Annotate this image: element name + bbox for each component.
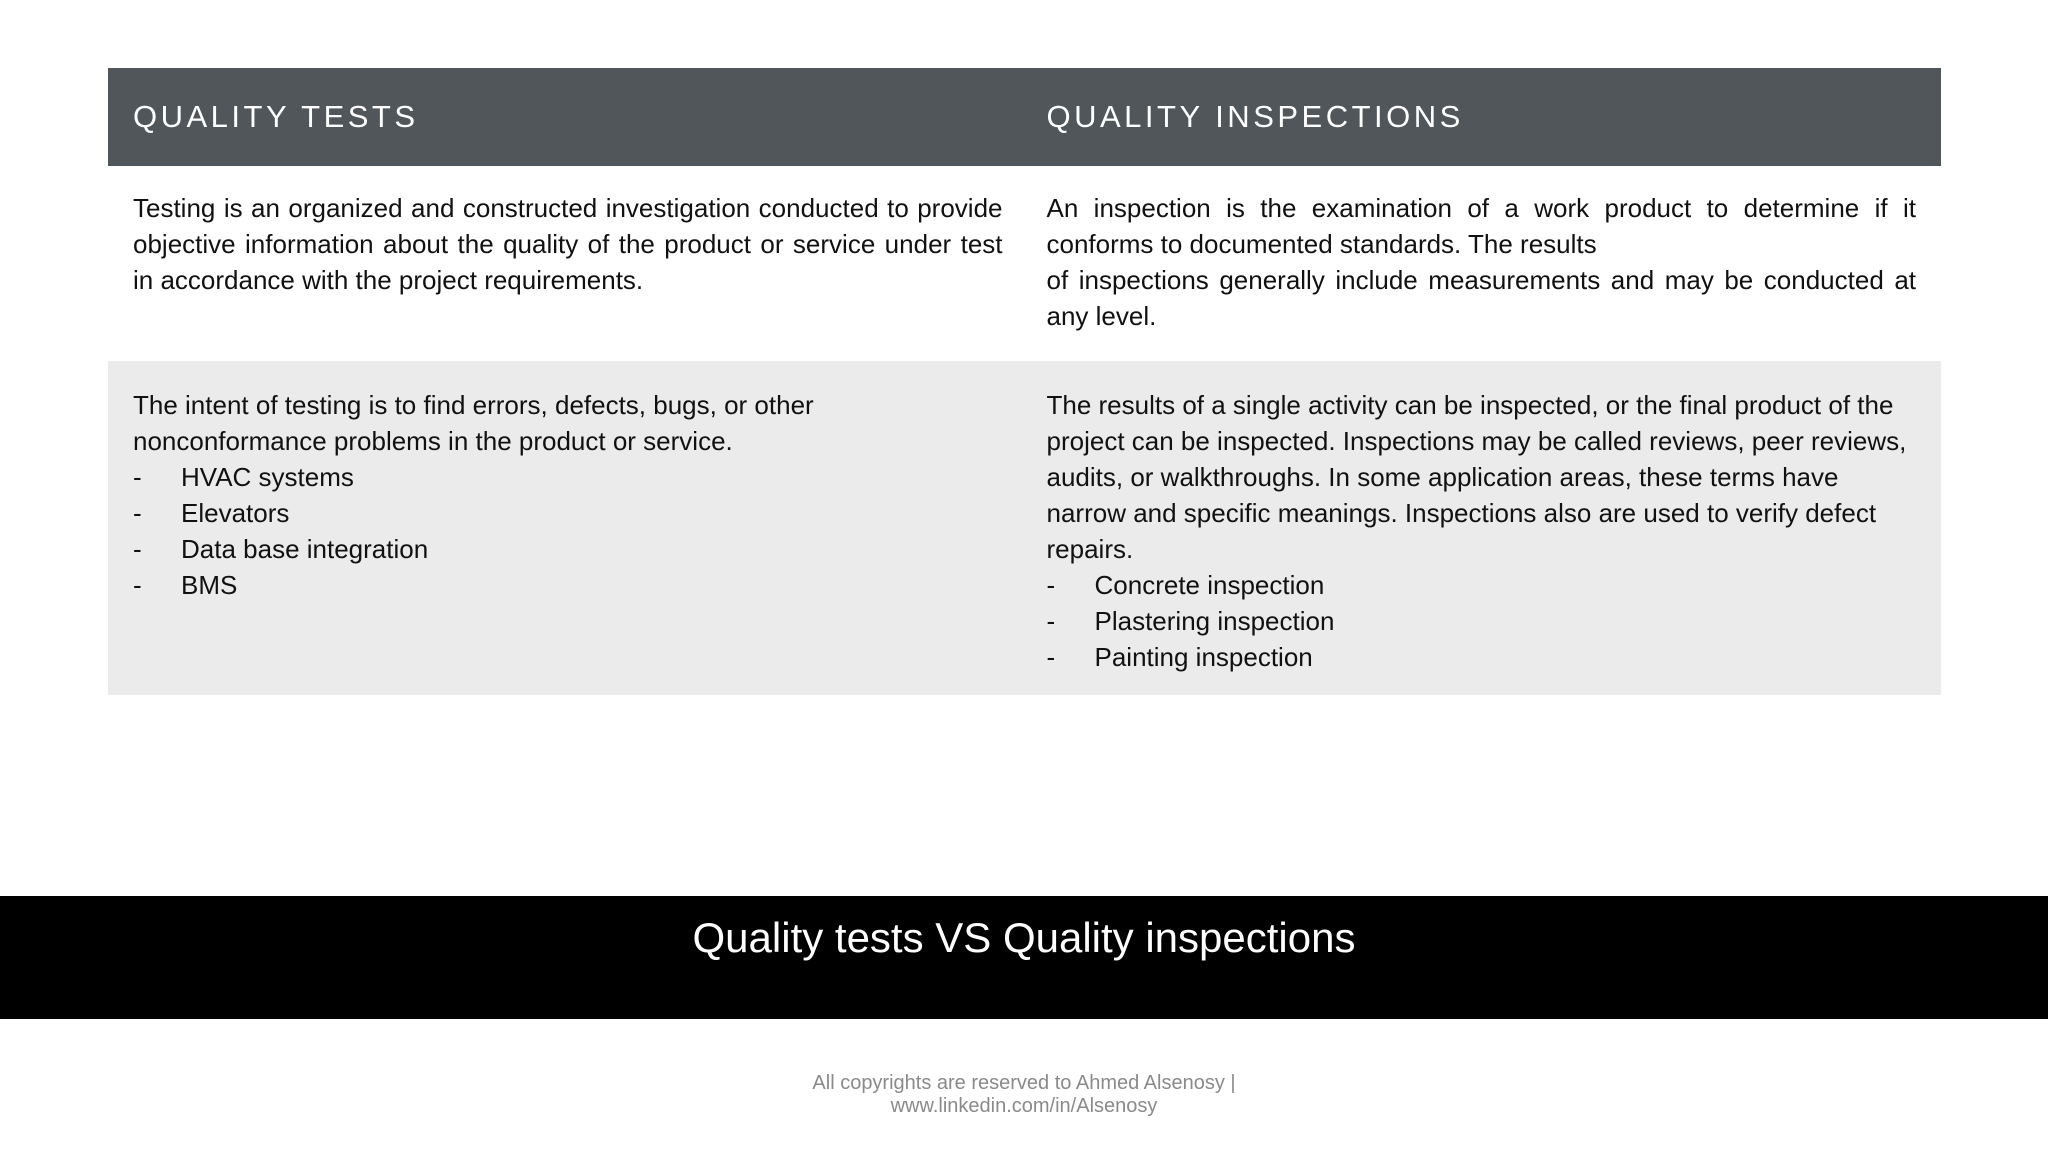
list-item-text: Concrete inspection [1094, 570, 1325, 600]
title-banner [0, 896, 2048, 1019]
table-row [108, 361, 1941, 695]
copyright-text: All copyrights are reserved to Ahmed Alsenosy | [812, 1072, 1236, 1094]
inspections-scope-text: The results of a single activity can be inspected, or the final product of the project can be inspected. Inspections may be called reviews, peer reviews, audits, or walkthroughs. In some application areas, these terms have narrow and specific meanings. Inspections also are used to verify defect repairs. [1046, 390, 1907, 564]
list-item-text: Elevators [181, 498, 290, 528]
comparison-table [108, 68, 1941, 695]
linkedin-link[interactable]: www.linkedin.com/in/Alsenosy [890, 1095, 1158, 1117]
tests-definition-text: Testing is an organized and constructed investigation conducted to provide objective information about the quality of the product or service under test in accordance with the project requirements. [133, 193, 1003, 295]
table-row [108, 166, 1941, 361]
list-item-text: HVAC systems [181, 462, 354, 492]
dash-bullet: - [1046, 642, 1056, 672]
dash-bullet: - [133, 462, 142, 492]
list-item [1047, 639, 1917, 675]
list-item-text: BMS [181, 570, 238, 600]
copyright-footer [0, 1072, 2048, 1118]
inspections-definition [1025, 166, 1942, 361]
header-quality-inspections: QUALITY INSPECTIONS [1046, 99, 1464, 134]
dash-bullet: - [1046, 606, 1056, 636]
tests-examples-list [133, 459, 1003, 603]
list-item [133, 567, 1003, 603]
list-item-text: Plastering inspection [1094, 606, 1335, 636]
table-header-row [108, 68, 1941, 166]
list-item [1047, 603, 1917, 639]
dash-bullet: - [133, 534, 142, 564]
inspections-scope [1025, 361, 1942, 695]
slide-title: Quality tests VS Quality inspections [692, 914, 1356, 961]
list-item-text: Data base integration [181, 534, 429, 564]
tests-intent [108, 361, 1025, 695]
list-item [133, 495, 1003, 531]
inspections-examples-list [1047, 567, 1917, 675]
list-item [133, 459, 1003, 495]
list-item [1047, 567, 1917, 603]
list-item-text: Painting inspection [1094, 642, 1313, 672]
tests-intent-text: The intent of testing is to find errors, defects, bugs, or other nonconformance problems in the product or service. [133, 390, 814, 456]
inspections-definition-line1: An inspection is the examination of a work product to determine if it conforms to documented standards. The results [1046, 193, 1916, 259]
inspections-definition-line2: of inspections generally include measurements and may be conducted at any level. [1046, 265, 1916, 331]
list-item [133, 531, 1003, 567]
tests-definition [108, 166, 1025, 361]
dash-bullet: - [133, 570, 142, 600]
dash-bullet: - [133, 498, 142, 528]
dash-bullet: - [1046, 570, 1056, 600]
header-quality-tests: QUALITY TESTS [133, 99, 419, 134]
